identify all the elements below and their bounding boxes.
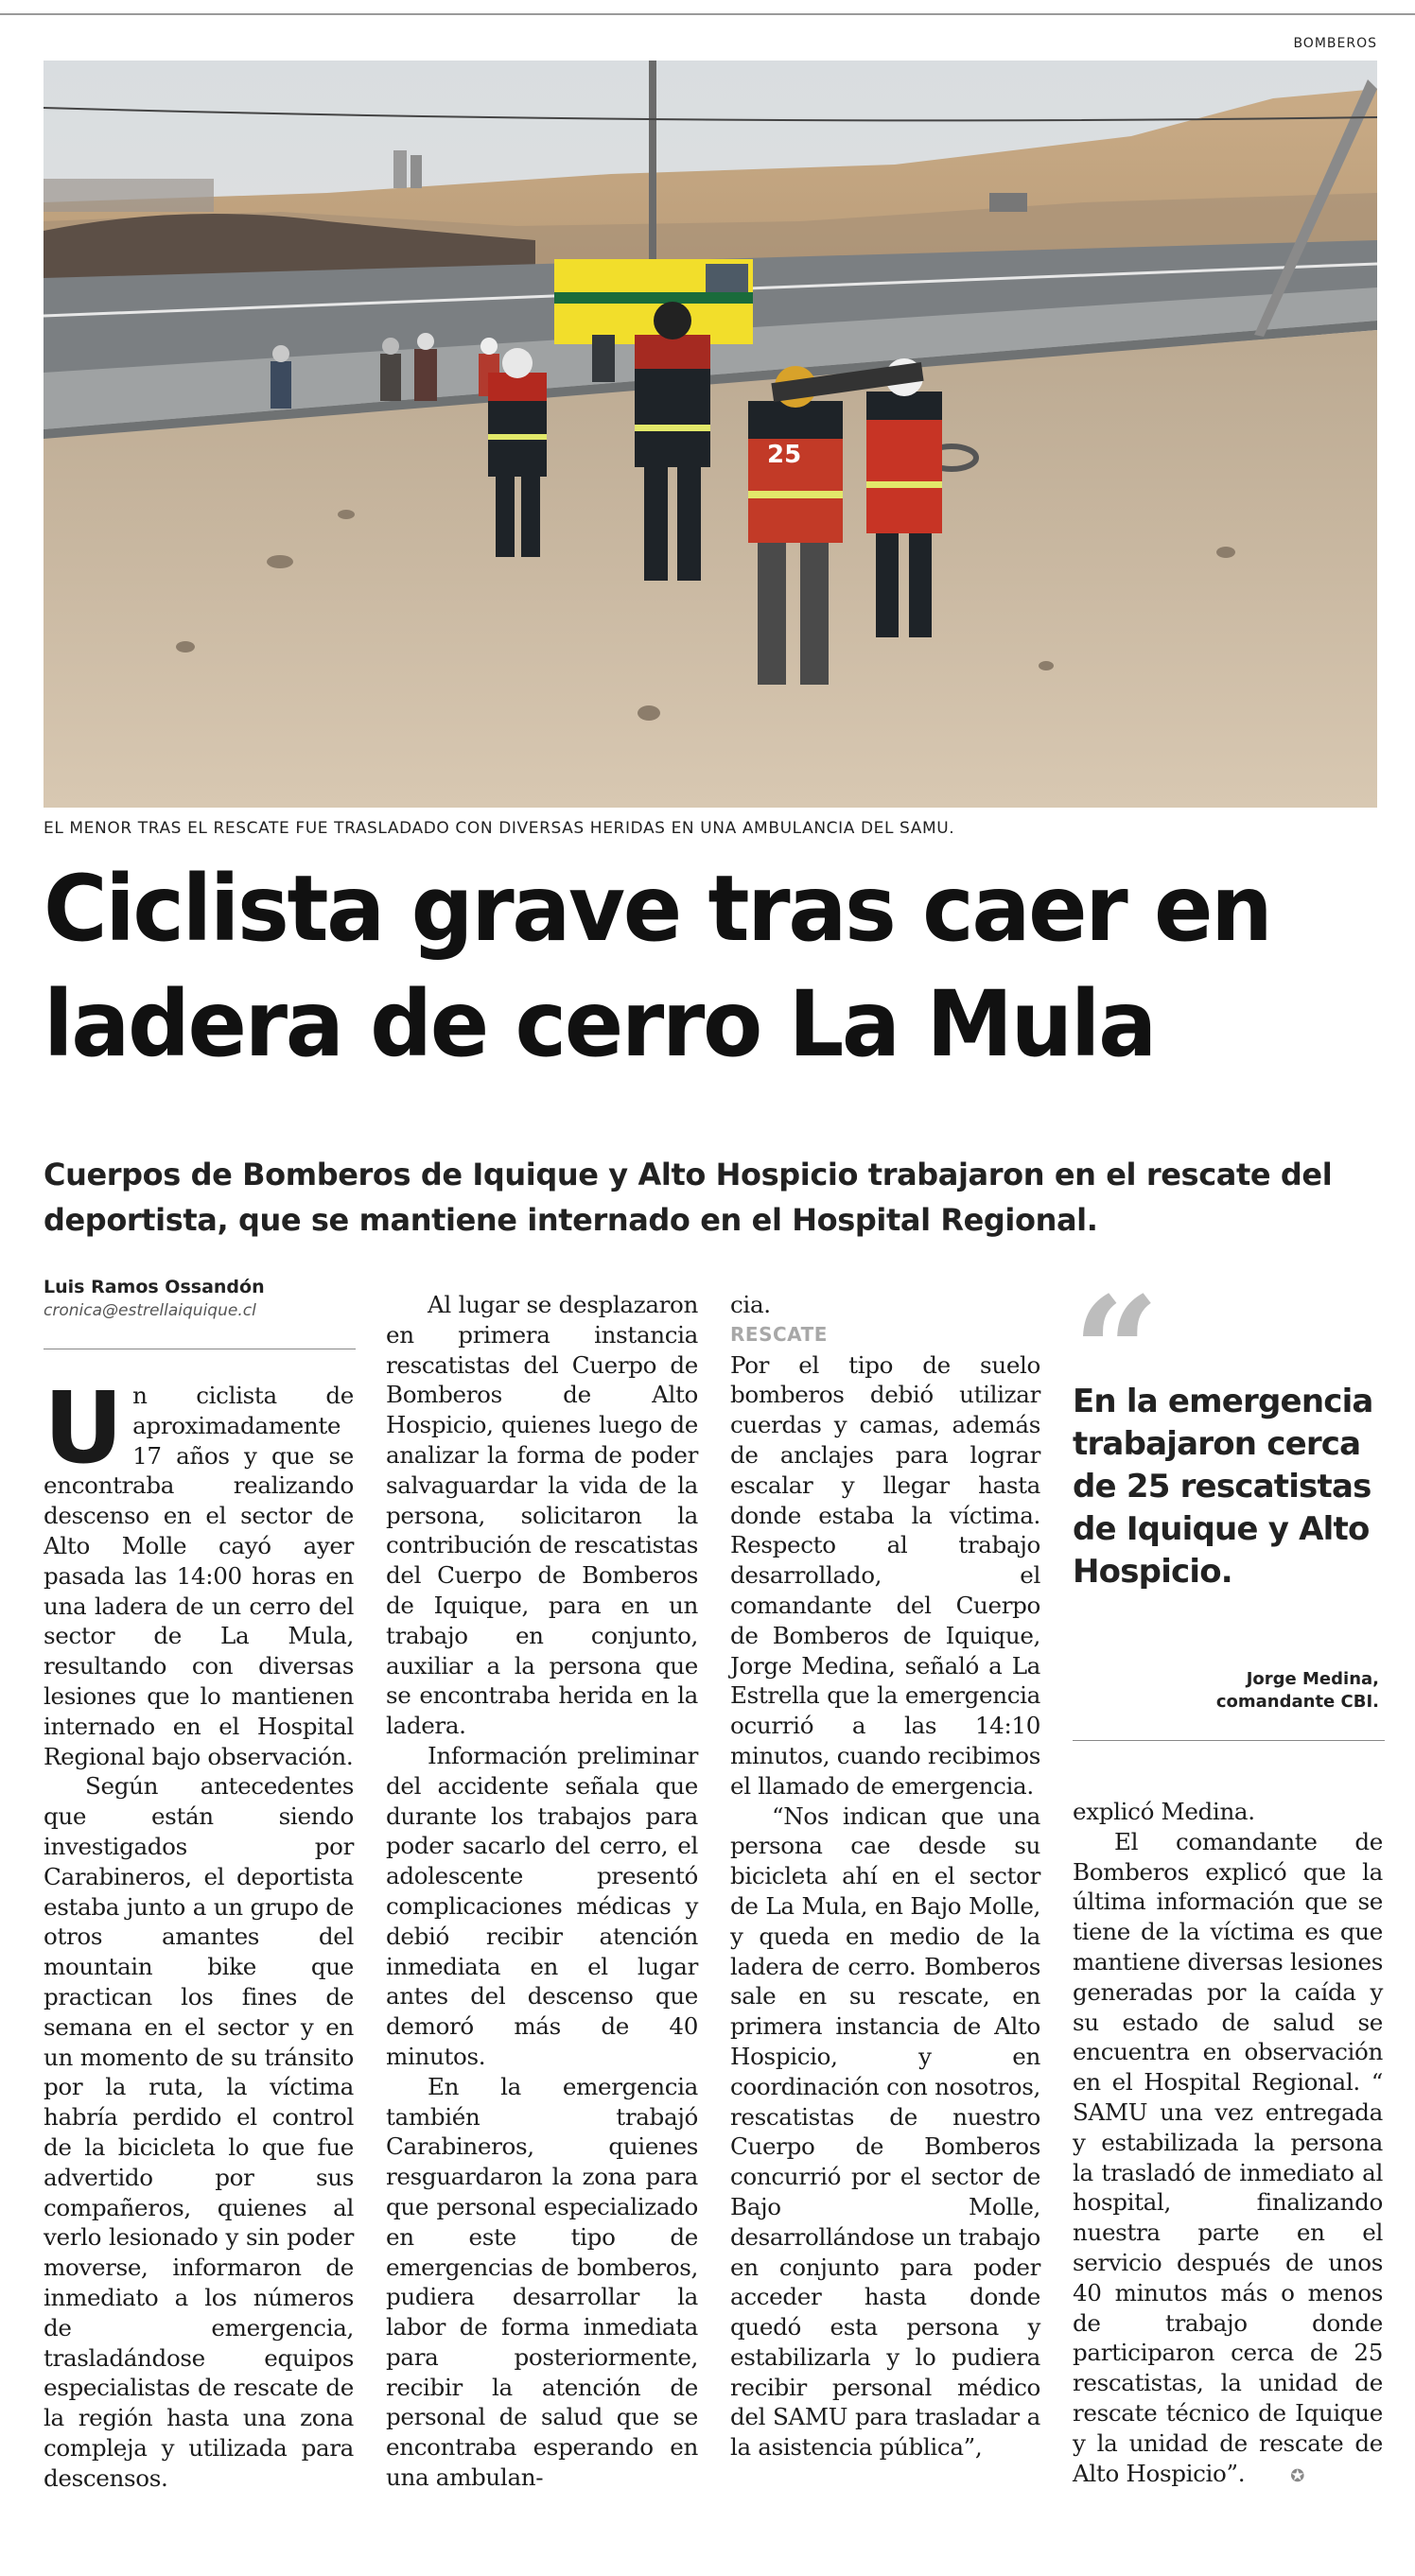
headline-line-2: ladera de cerro La Mula — [44, 971, 1155, 1077]
drop-cap: U — [44, 1370, 124, 1486]
headline-line-1: Ciclista grave tras caer en — [44, 856, 1271, 962]
body-paragraph-10 — [1073, 1827, 1383, 2492]
pull-quote-role: comandante CBI. — [1215, 1692, 1379, 1712]
article-column-4 — [1073, 1797, 1383, 2491]
article-column-1 — [44, 1370, 354, 2493]
quote-mark-icon: “ — [1073, 1263, 1161, 1441]
body-paragraph-6: cia. — [730, 1291, 771, 1318]
article-column-2 — [386, 1290, 698, 2493]
body-paragraph-8: “Nos indican que una persona cae desde su bicicleta ahí en el sector de La Mula, en Bajo Molle, y queda en medio de la ladera de cerro. Bomberos sale en su rescate, en primera instancia de Alto Hospicio, y en coordinación con nosotros, rescatistas de nuestro Cuerpo de Bomberos concurrió por el sector de Bajo Molle, desarrollándose un trabajo en conjunto para poder acceder hasta donde quedó esta persona y estabilizarla y lo pudiera recibir personal médico del SAMU para trasladar a la asistencia pública”, — [730, 1801, 1040, 2462]
byline — [44, 1277, 356, 1320]
pull-quote-rule — [1073, 1740, 1385, 1741]
section-tag: BOMBEROS — [1293, 36, 1377, 51]
top-rule — [0, 13, 1415, 15]
body-paragraph-2: Según antecedentes que están siendo investigados por Carabineros, el deportista estaba junto a un grupo de otros amantes del mountain bike que practican los fines de semana en el sector y en un momento de su tránsito por la ruta, la víctima habría perdido el control de la bicicleta lo que fue advertido por sus compañeros, quienes al verlo lesionado y sin poder moverse, informaron de inmediato a los números de emergencia, trasladándose equipos especialistas de rescate de la región hasta una zona compleja y utilizada para descensos. — [44, 1772, 354, 2492]
photo-caption: EL MENOR TRAS EL RESCATE FUE TRASLADADO CON DIVERSAS HERIDAS EN UNA AMBULANCIA DEL SAMU. — [44, 819, 955, 838]
body-paragraph-4: Información preliminar del accidente señala que durante los trabajos para poder sacarlo del cerro, el adolescente presentó complicaciones médicas y debió recibir atención inmediata en el lugar antes del descenso que demoró más de 40 minutos. — [386, 1741, 698, 2070]
pull-quote-attribution — [1073, 1668, 1379, 1714]
pull-quote-name: Jorge Medina, — [1246, 1669, 1379, 1689]
subhead-rescate: RESCATE — [730, 1322, 828, 1346]
pull-quote-text: En la emergencia trabajaron cerca de 25 rescatistas de Iquique y Alto Hospicio. — [1073, 1383, 1373, 1591]
body-paragraph-1 — [44, 1370, 354, 1771]
vest-number: 25 — [767, 441, 802, 469]
rescue-photo-icon — [44, 61, 1377, 808]
body-paragraph-3: Al lugar se desplazaron en primera instancia rescatistas del Cuerpo de Bomberos de Alto Hospicio, quienes luego de analizar la forma de poder salvaguardar la vida de la persona, solicitaron la contribución de rescatistas del Cuerpo de Bomberos de Iquique, para en un trabajo en conjunto, auxiliar a la persona que se encontraba herida en la ladera. — [386, 1291, 698, 1740]
byline-author: Luis Ramos Ossandón — [44, 1277, 265, 1297]
body-paragraph-5: En la emergencia también trabajó Carabineros, quienes resguardaron la zona para que personal especializado en este tipo de emergencias de bomberos, pudiera desarrollar la labor de forma inmediata para posteriormente, recibir la atención de personal de salud que se encontraba esperando en una ambulan- — [386, 2072, 698, 2492]
body-paragraph-1-text: n ciclista de aproximadamente 17 años y que se encontraba realizando descenso en el sector de Alto Molle cayó ayer pasada las 14:00 horas en una ladera de un cerro del sector de La Mula, resultando con diversas lesiones que lo mantienen internado en el Hospital Regional bajo observación. — [44, 1382, 354, 1770]
article-photo — [44, 61, 1377, 808]
body-paragraph-10-text: El comandante de Bomberos explicó que la última información que se tiene de la víctima es que mantiene diversas lesiones generadas por la caída y su estado de salud se encuentra en observación en el Hospital Regional. “ SAMU una vez entregada y estabilizada la persona la trasladó de inmediato al hospital, finalizando nuestra parte en el servicio después de unos 40 minutos más o menos de trabajo donde participaron cerca de 25 rescatistas, la unidad de rescate técnico de Iquique y la unidad de rescate de Alto Hospicio”. — [1073, 1827, 1383, 2487]
body-paragraph-7: Por el tipo de suelo bomberos debió utilizar cuerdas y camas, además de anclajes para lograr escalar y llegar hasta donde estaba la víctima. Respecto al trabajo desarrollado, el comandante del Cuerpo de Bomberos de Iquique, Jorge Medina, señaló a La Estrella que la emergencia ocurrió a las 14:10 minutos, cuando recibimos el llamado de emergencia. — [730, 1350, 1040, 1800]
body-paragraph-9: explicó Medina. — [1073, 1798, 1255, 1825]
lead-paragraph: Cuerpos de Bomberos de Iquique y Alto Hospicio trabajaron en el rescate del deportista, que se mantiene internado en el Hospital Regional. — [44, 1157, 1333, 1238]
headline — [44, 851, 1333, 1082]
end-mark-icon: ✪ — [1290, 2465, 1304, 2486]
byline-email: cronica@estrellaiquique.cl — [44, 1301, 256, 1320]
article-column-3 — [730, 1290, 1040, 2463]
